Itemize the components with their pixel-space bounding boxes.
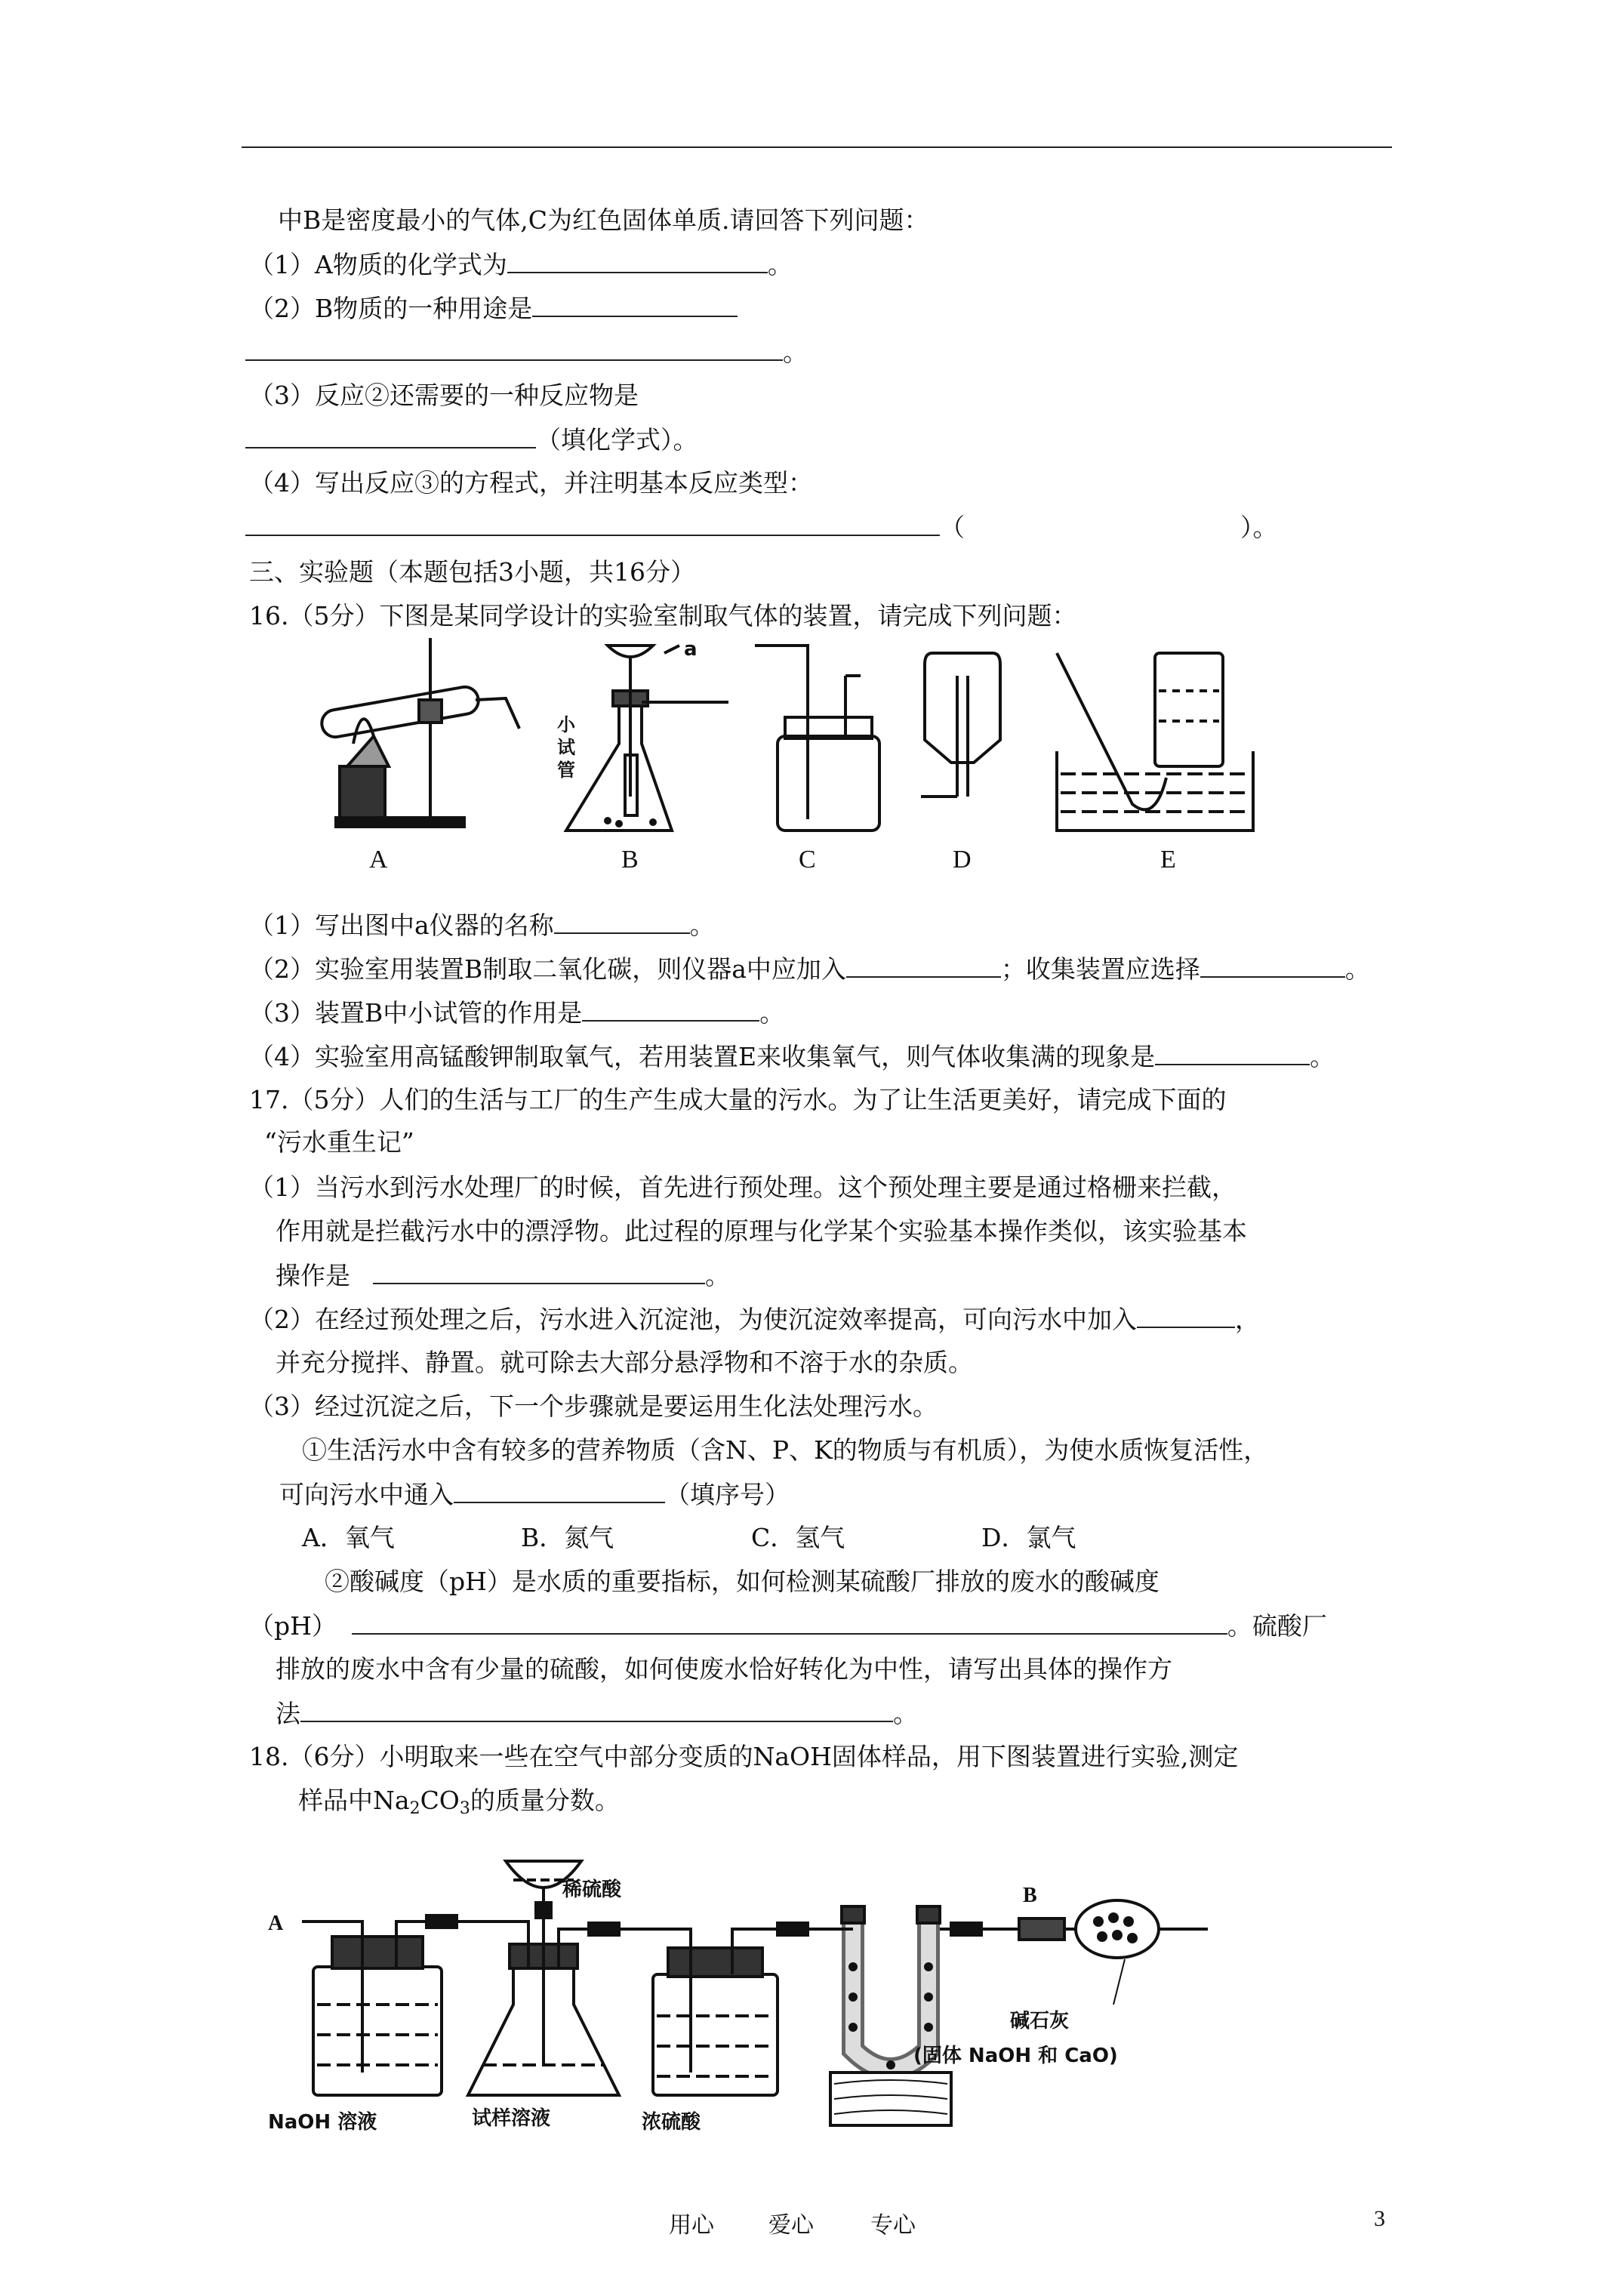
answer-blank[interactable] xyxy=(1137,1304,1235,1328)
q18-stem: 18.（6分）小明取来一些在空气中部分变质的NaOH固体样品，用下图装置进行实验,测定 xyxy=(249,1742,1239,1771)
q17-option-d: D．氯气 xyxy=(981,1523,1076,1552)
q18-stem-line2: 样品中$Na_2CO_3$的质量分数。 xyxy=(298,1786,620,1818)
q17-part3: （3）经过沉淀之后，下一个步骤就是要运用生化法处理污水。 xyxy=(249,1391,938,1421)
q17-option-b: B．氮气 xyxy=(521,1523,614,1552)
q17-option-c: C．氢气 xyxy=(751,1523,845,1552)
footer-left: 用心 xyxy=(669,2212,714,2239)
bottle1-label: NaOH 溶液 xyxy=(268,2111,377,2134)
fig-label-C: C xyxy=(799,846,816,874)
answer-blank[interactable] xyxy=(245,512,940,536)
answer-blank[interactable] xyxy=(1155,1041,1310,1065)
q17-option-a: A．氧气 xyxy=(302,1523,395,1552)
q17-sub2-line4: 法 。 xyxy=(276,1699,918,1728)
label-a: a xyxy=(684,638,698,661)
answer-blank[interactable] xyxy=(245,424,536,448)
q15-intro: 中B是密度最小的气体,C为红色固体单质.请回答下列问题： xyxy=(278,205,929,235)
q16-part3: （3）装置B中小试管的作用是 。 xyxy=(249,998,785,1028)
answer-blank[interactable] xyxy=(554,910,690,934)
q18-apparatus-figure xyxy=(257,1816,1208,2133)
q15-part2-line2: 。 xyxy=(245,337,808,368)
lime-note: (固体 NaOH 和 CaO) xyxy=(913,2045,1118,2067)
q17-sub2-line2: （pH） 。硫酸厂 xyxy=(249,1611,1327,1641)
q16-apparatus-figure xyxy=(317,630,1283,842)
answer-blank[interactable] xyxy=(373,1260,705,1284)
answer-blank[interactable] xyxy=(507,249,768,273)
q16-part1: （1）写出图中a仪器的名称 。 xyxy=(249,911,715,940)
footer-right: 专心 xyxy=(870,2212,916,2239)
q15-part3: （3）反应②还需要的一种反应物是 xyxy=(249,381,639,410)
q17-part2: （2）在经过预处理之后，污水进入沉淀池，为使沉淀效率提高，可向污水中加入 ， xyxy=(249,1305,1260,1334)
header-rule xyxy=(242,146,1392,148)
q15-part2: （2）B物质的一种用途是 xyxy=(249,293,738,324)
q17-sub1-line2: 可向污水中通入 （填序号） xyxy=(279,1480,790,1509)
footer-mid: 爱心 xyxy=(768,2212,814,2239)
label-A: A xyxy=(268,1912,284,1935)
answer-blank[interactable] xyxy=(245,337,783,361)
q15-part4: （4）写出反应③的方程式，并注明基本反应类型： xyxy=(249,468,813,498)
q16-part4: （4）实验室用高锰酸钾制取氧气，若用装置E来收集氧气，则气体收集满的现象是 。 xyxy=(249,1042,1335,1071)
q17-part1: （1）当污水到污水处理厂的时候，首先进行预处理。这个预处理主要是通过格栅来拦截， xyxy=(249,1173,1236,1202)
q17-part1-line3: 操作是 。 xyxy=(276,1261,730,1290)
q17-sub1: ①生活污水中含有较多的营养物质（含N、P、K的物质与有机质），为使水质恢复活性， xyxy=(302,1435,1269,1465)
q17-sub2: ②酸碱度（pH）是水质的重要指标，如何检测某硫酸厂排放的废水的酸碱度 xyxy=(325,1567,1160,1596)
q17-part2-line2: 并充分搅拌、静置。就可除去大部分悬浮物和不溶于水的杂质。 xyxy=(276,1348,973,1377)
q15-part3-line2: （填化学式）。 xyxy=(245,424,698,455)
fig-label-A: A xyxy=(369,846,388,874)
answer-blank[interactable] xyxy=(582,997,759,1022)
fig-label-E: E xyxy=(1160,846,1176,874)
lime-label: 碱石灰 xyxy=(1010,2010,1070,2032)
q17-sub2-line3: 排放的废水中含有少量的硫酸，如何使废水恰好转化为中性，请写出具体的操作方 xyxy=(276,1654,1172,1684)
answer-blank[interactable] xyxy=(300,1698,893,1722)
section-title: 三、实验题（本题包括3小题，共16分） xyxy=(249,557,695,587)
q17-stem-title: “污水重生记” xyxy=(264,1127,414,1157)
small-tube-label: 小 试 管 xyxy=(557,714,575,781)
q17-stem: 17.（5分）人们的生活与工厂的生产生成大量的污水。为了让生活更美好，请完成下面的 xyxy=(249,1085,1227,1114)
fig-label-D: D xyxy=(953,846,972,874)
q16-part2: （2）实验室用装置B制取二氧化碳，则仪器a中应加入 ；收集装置应选择 。 xyxy=(249,954,1370,984)
q17-part1-line2: 作用就是拦截污水中的漂浮物。此过程的原理与化学某个实验基本操作类似，该实验基本 xyxy=(276,1216,1247,1246)
page-number: 3 xyxy=(1374,2206,1385,2231)
answer-blank[interactable] xyxy=(454,1479,665,1503)
answer-blank[interactable] xyxy=(532,293,738,317)
answer-blank[interactable] xyxy=(846,954,1001,978)
answer-blank[interactable] xyxy=(352,1610,1227,1635)
bottle3-label: 浓硫酸 xyxy=(642,2111,701,2134)
q15-part4-line2: （ ）。 xyxy=(245,512,1278,543)
q16-stem: 16.（5分）下图是某同学设计的实验室制取气体的装置，请完成下列问题： xyxy=(249,601,1077,630)
q15-part1: （1）A物质的化学式为 。 xyxy=(249,250,793,279)
fig-label-B: B xyxy=(621,846,639,874)
label-B: B xyxy=(1023,1884,1037,1907)
acid-label: 稀硫酸 xyxy=(562,1878,622,1901)
bottle2-label: 试样溶液 xyxy=(472,2107,551,2130)
answer-blank[interactable] xyxy=(1200,954,1345,978)
